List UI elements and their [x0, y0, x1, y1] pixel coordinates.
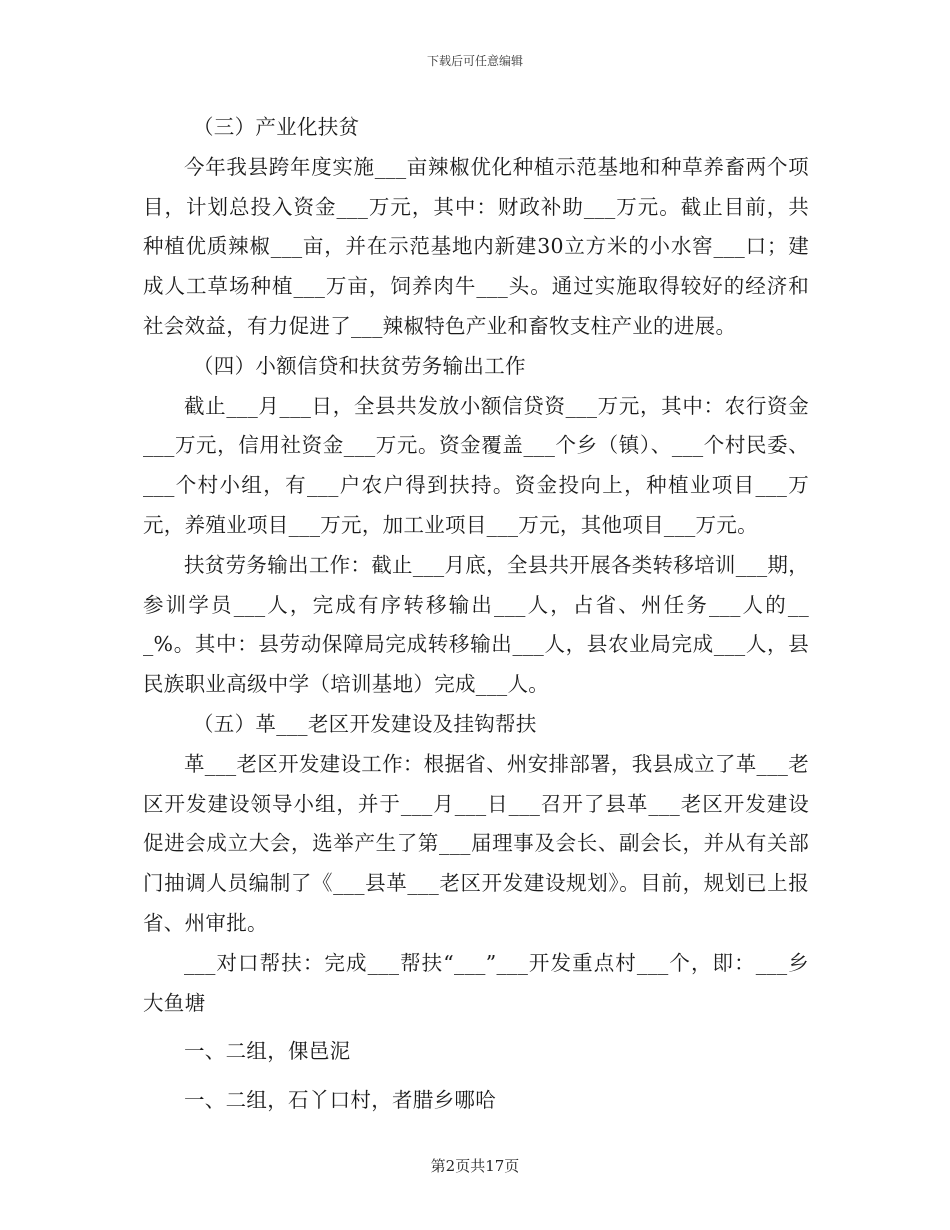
paragraph-list-line-1: 一、二组，倮邑泥	[184, 1039, 351, 1064]
document-body	[143, 108, 809, 1121]
page-number: 第2页共17页	[430, 1157, 520, 1175]
paragraph-microcredit: 截止___月___日，全县共发放小额信贷资___万元，其中：农行资金___万元，信用社资金___万元。资金覆盖___个乡（镇）、___个村民委、___个村小组，有___户农户得到扶持。资金投向上，种植业项目___万元，养殖业项目___万元，加工业项目___万元，其他项目___万元。	[143, 393, 809, 537]
section-heading-industrialization: （三）产业化扶贫	[193, 115, 360, 139]
paragraph-industrialization: 今年我县跨年度实施___亩辣椒优化种植示范基地和种草养畜两个项目，计划总投入资金___万元，其中：财政补助___万元。截止目前，共种植优质辣椒___亩，并在示范基地内新建30立方米的小水窖___口；建成人工草场种植___万亩，饲养肉牛___头。通过实施取得较好的经济和社会效益，有力促进了___辣椒特色产业和畜牧支柱产业的进展。	[143, 154, 809, 338]
paragraph-labor-export: 扶贫劳务输出工作：截止___月底，全县共开展各类转移培训___期，参训学员___人，完成有序转移输出___人，占省、州任务___人的___%。其中：县劳动保障局完成转移输出___人，县农业局完成___人，县民族职业高级中学（培训基地）完成___人。	[143, 552, 809, 697]
paragraph-paired-assistance: ___对口帮扶：完成___帮扶“___”___开发重点村___个，即：___乡大鱼塘	[143, 950, 809, 1015]
section-heading-microcredit: （四）小额信贷和扶贫劳务输出工作	[193, 353, 526, 378]
paragraph-list-line-2: 一、二组，石丫口村，者腊乡哪哈	[184, 1088, 496, 1113]
paragraph-old-revolutionary-area: 革___老区开发建设工作：根据省、州安排部署，我县成立了革___老区开发建设领导小组，并于___月___日___召开了县革___老区开发建设促进会成立大会，选举产生了第___届理事及会长、副会长，并从有关部门抽调人员编制了《___县革___老区开发建设规划》。目前，规划已上报省、州审批。	[143, 751, 809, 935]
page-header-note: 下载后可任意编辑	[426, 54, 523, 68]
section-heading-old-revolutionary-area: （五）革___老区开发建设及挂钩帮扶	[193, 711, 537, 736]
